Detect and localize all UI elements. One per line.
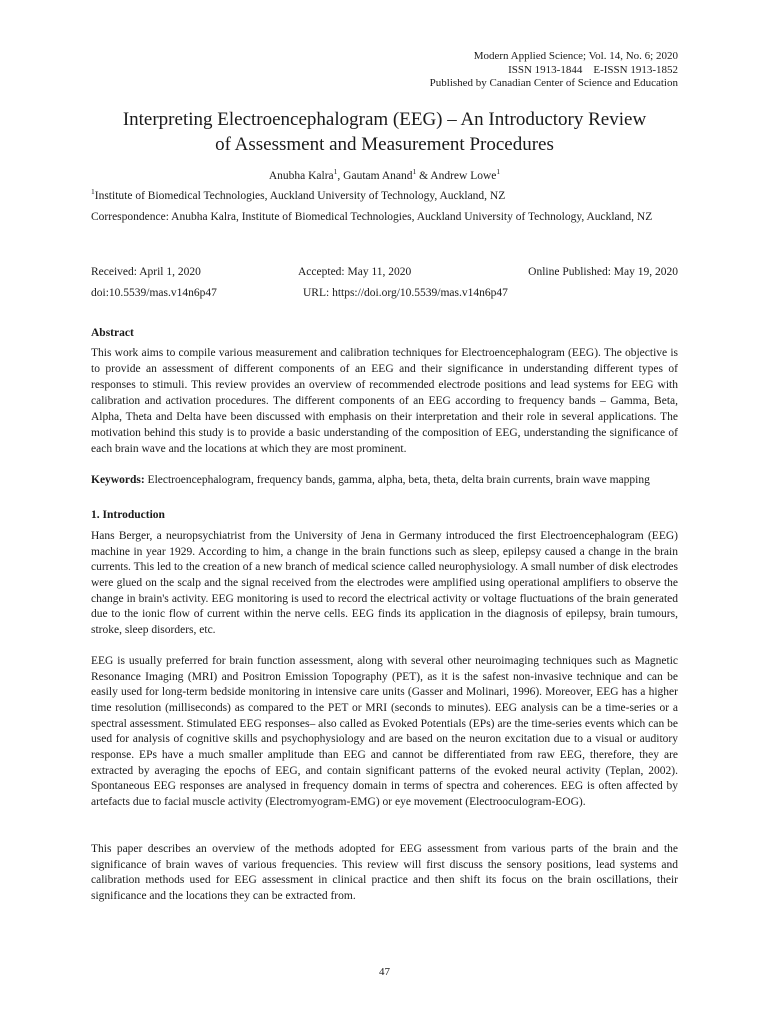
keywords-text: Electroencephalogram, frequency bands, gamma, alpha, beta, theta, delta brain currents, brain wave mapping (147, 474, 650, 486)
article-identifiers (91, 285, 678, 301)
affiliation-marker: 1 (91, 187, 95, 197)
body-paragraph: This paper describes an overview of the methods adopted for EEG assessment from various parts of the brain and the significance of brain waves of various frequencies. This review will first discuss the sensory positions, lead systems and calibration methods used for EEG assessment in clinical practice and then shift its focus on the brain oscillations, their significance and the locations they can be extracted from. (91, 843, 678, 902)
journal-header (430, 50, 678, 91)
journal-citation: Modern Applied Science; Vol. 14, No. 6; 2020 (473, 50, 678, 62)
author-affiliation-marker: 1 (496, 167, 501, 177)
affiliation (91, 188, 678, 204)
abstract-text: This work aims to compile various measurement and calibration techniques for Electroencephalogram (EEG). The objective is to provide an assessment of different components of an EEG and their significance in understanding different types of responses to stimuli. This review provides an overview of recommended electrode positions and lead systems for EEG with calibration and activation procedures. The different components of an EEG according to frequency bands – Gamma, Beta, Alpha, Theta and Delta have been discussed with emphasis on their interpretation and their role in several applications. The motivation behind this study is to provide a basic understanding of the composition of EEG, understanding the significance of each brain wave and the locations at which they are most prominent. (91, 347, 678, 455)
received-date: Received: April 1, 2020 (91, 266, 201, 278)
affiliation-text: Institute of Biomedical Technologies, Auckland University of Technology, Auckland, NZ (94, 190, 506, 202)
body-paragraph: Hans Berger, a neuropsychiatrist from the University of Jena in Germany introduced the first Electroencephalogram (EEG) machine in year 1929. According to him, a change in the brain functions such as sleep, epilepsy caused a change in the brain currents. This led to the creation of a new branch of medical science called neurophysiology. A small number of disk electrodes were glued on the scalp and the signal received from the electrodes were amplified using operational amplifiers to observe the change in brain's activity. EEG monitoring is used to record the electrical activity or voltage fluctuations of the brain generated due to the ionic flow of current within the nerve cells. EEG finds its application in the diagnosis of epilepsy, brain tumours, stroke, sleep disorders, etc. (91, 530, 678, 636)
author-name: Gautam Anand (343, 170, 413, 182)
abstract-heading: Abstract (91, 327, 134, 339)
paper-title (85, 107, 684, 157)
accepted-date: Accepted: May 11, 2020 (298, 266, 412, 278)
paper-title-line-2: of Assessment and Measurement Procedures (215, 134, 554, 155)
journal-publisher: Published by Canadian Center of Science and Education (429, 77, 678, 89)
paper-title-line-1: Interpreting Electroencephalogram (EEG) – An Introductory Review (122, 109, 647, 130)
section-heading-introduction: 1. Introduction (91, 509, 165, 521)
published-date: Online Published: May 19, 2020 (528, 266, 678, 278)
paper-page (91, 0, 678, 1024)
doi-text: doi:10.5539/mas.v14n6p47 (91, 287, 217, 299)
keywords (91, 472, 678, 488)
author-separator: & (416, 170, 431, 182)
author-name: Andrew Lowe (430, 170, 497, 182)
author-separator: , (337, 170, 344, 182)
author-list (91, 168, 678, 184)
publication-dates (91, 264, 678, 280)
journal-issn: ISSN 1913-1844 E-ISSN 1913-1852 (508, 63, 678, 76)
author-affiliation-marker: 1 (412, 167, 417, 177)
correspondence: Correspondence: Anubha Kalra, Institute of Biomedical Technologies, Auckland University of Technology, Auckland, NZ (91, 211, 653, 223)
author-affiliation-marker: 1 (333, 167, 338, 177)
article-url[interactable]: URL: https://doi.org/10.5539/mas.v14n6p47 (303, 287, 508, 299)
body-paragraph: EEG is usually preferred for brain function assessment, along with several other neuroimaging techniques such as Magnetic Resonance Imaging (MRI) and Positron Emission Topography (PET), as it is the safest non-invasive technique and can be easily used for long-term bedside monitoring in intensive care units (Gasser and Molinari, 1996). Moreover, EEG has a higher time resolution (milliseconds) as compared to the PET or MRI (seconds to minutes). EEG analysis can be a time-series or a spectral assessment. Stimulated EEG responses– also called as Evoked Potentials (EPs) are the time-series events which can be used for analysis of cognitive skills and psychophysiology and are based on the neuron excitation due to a visual or auditory response. EPs have a much smaller amplitude than EEG and cannot be differentiated from raw EEG, therefore, they are extracted by averaging the epochs of EEG, and contain significant patterns of the evoked neural activity (Teplan, 2002). Spontaneous EEG responses are analysed in frequency domain in terms of spectra and coherences. EEG is often affected by artefacts due to facial muscle activity (Electromyogram-EMG) or eye movement (Electrooculogram-EOG). (91, 655, 678, 808)
page-number: 47 (379, 966, 390, 978)
keywords-label: Keywords: (91, 474, 145, 486)
author-name: Anubha Kalra (268, 170, 334, 182)
